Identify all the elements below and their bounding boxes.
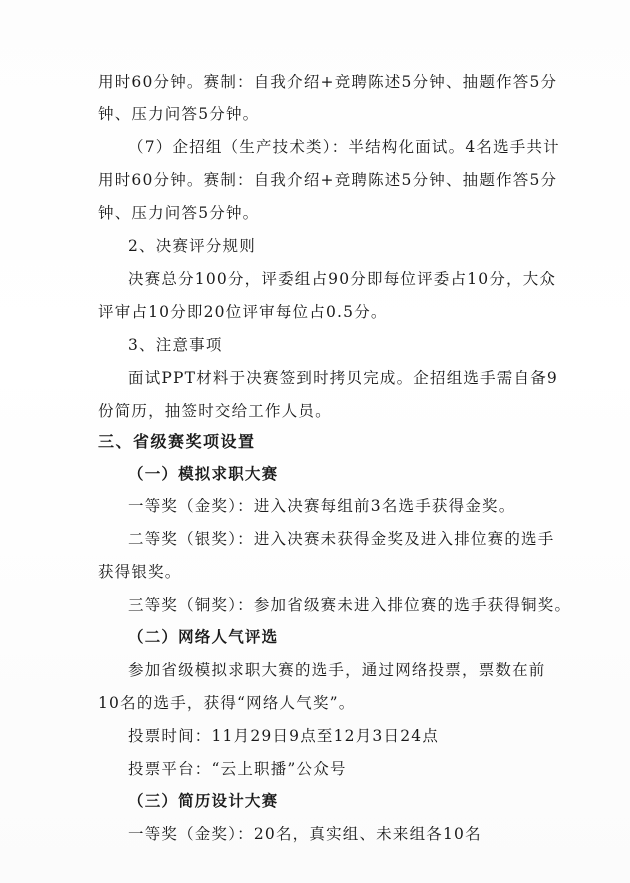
paragraph-line: 10名的选手，获得“网络人气奖”。 xyxy=(98,694,356,712)
section-heading: 2、决赛评分规则 xyxy=(128,237,256,255)
paragraph-line: 参加省级模拟求职大赛的选手，通过网络投票，票数在前 xyxy=(128,661,546,679)
paragraph-line: 投票平台：“云上职播”公众号 xyxy=(128,760,347,778)
paragraph-line: 面试PPT材料于决赛签到时拷贝完成。企招组选手需自备9 xyxy=(128,369,558,387)
chapter-heading: 三、省级赛奖项设置 xyxy=(98,432,256,451)
paragraph-line: 一等奖（金奖）：20名，真实组、未来组各10名 xyxy=(128,825,482,843)
subsection-heading: （二）网络人气评选 xyxy=(128,628,279,646)
paragraph-line: 二等奖（银奖）：进入决赛未获得金奖及进入排位赛的选手 xyxy=(128,530,555,548)
paragraph-line: 用时60分钟。赛制：自我介绍+竞聘陈述5分钟、抽题作答5分 xyxy=(98,171,558,189)
paragraph-line: 获得银奖。 xyxy=(98,563,182,581)
paragraph-line: 份简历，抽签时交给工作人员。 xyxy=(98,402,332,420)
paragraph-line: （7）企招组（生产技术类）：半结构化面试。4名选手共计 xyxy=(128,138,560,156)
subsection-heading: （三）简历设计大赛 xyxy=(128,792,279,810)
subsection-heading: （一）模拟求职大赛 xyxy=(128,465,279,483)
paragraph-line: 评审占10分即20位评审每位占0.5分。 xyxy=(98,303,388,321)
paragraph-line: 决赛总分100分，评委组占90分即每位评委占10分，大众 xyxy=(128,270,557,288)
paragraph-line: 一等奖（金奖）：进入决赛每组前3名选手获得金奖。 xyxy=(128,497,516,515)
paragraph-line: 钟、压力问答5分钟。 xyxy=(98,204,260,222)
paragraph-line: 三等奖（铜奖）：参加省级赛未进入排位赛的选手获得铜奖。 xyxy=(128,596,572,614)
section-heading: 3、注意事项 xyxy=(128,336,223,354)
paragraph-line: 用时60分钟。赛制：自我介绍+竞聘陈述5分钟、抽题作答5分 xyxy=(98,73,558,91)
paragraph-line: 钟、压力问答5分钟。 xyxy=(98,105,260,123)
paragraph-line: 投票时间：11月29日9点至12月3日24点 xyxy=(128,727,440,745)
